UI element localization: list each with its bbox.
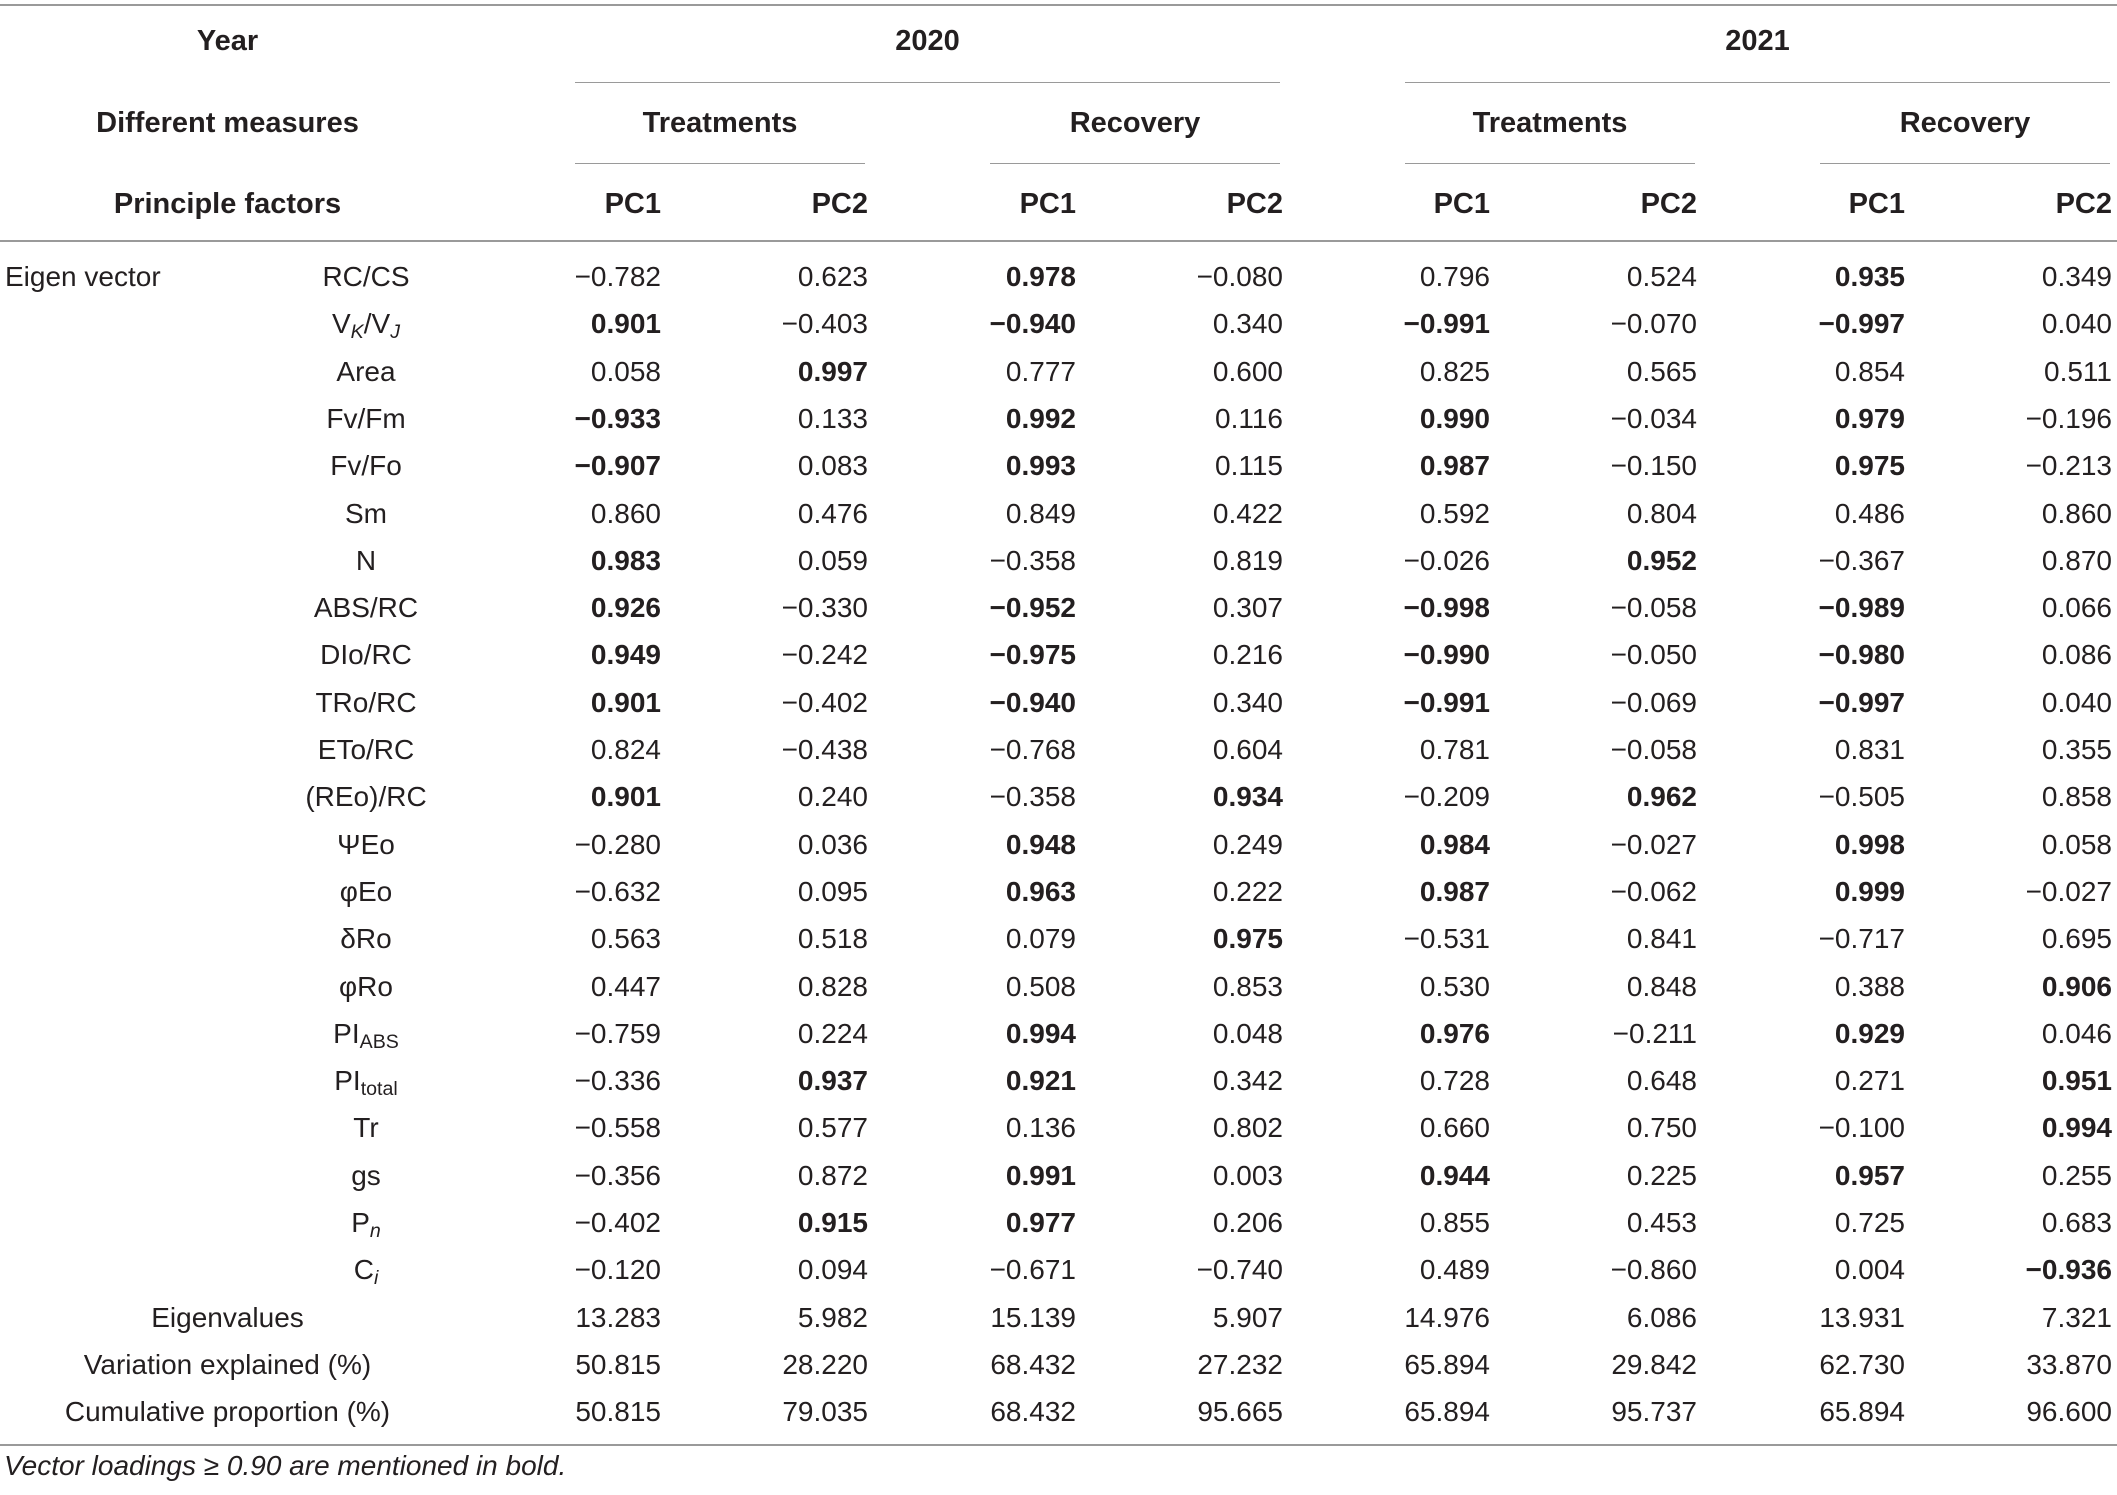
table-cell: −0.558	[574, 1112, 661, 1143]
table-cell: 0.058	[590, 356, 661, 387]
row-label	[256, 442, 476, 489]
row-label	[256, 915, 476, 962]
table-cell: 0.854	[1834, 356, 1905, 387]
table-cell: 0.530	[1419, 971, 1490, 1002]
table-cell: 0.860	[2041, 498, 2112, 529]
table-cell: 0.489	[1419, 1254, 1490, 1285]
table-cell: 0.040	[2041, 687, 2112, 718]
table-cell: 0.660	[1419, 1112, 1490, 1143]
row-label-text: Fv/Fo	[330, 450, 402, 481]
table-cell: 0.728	[1419, 1065, 1490, 1096]
table-cell: −0.402	[781, 687, 868, 718]
table-cell: −0.782	[574, 261, 661, 292]
table-cell: 0.695	[2041, 923, 2112, 954]
table-cell: 0.963	[1005, 876, 1076, 907]
row-label	[256, 821, 476, 868]
table-cell: 0.453	[1626, 1207, 1697, 1238]
table-cell: 0.901	[590, 781, 661, 812]
table-cell: 68.432	[990, 1396, 1076, 1427]
row-label-text: P	[351, 1207, 370, 1238]
table-cell: −0.358	[989, 545, 1076, 576]
table-cell: 0.340	[1212, 687, 1283, 718]
row-label	[256, 963, 476, 1010]
table-cell: 0.750	[1626, 1112, 1697, 1143]
table-cell: 0.998	[1834, 829, 1905, 860]
table-cell: 0.777	[1005, 356, 1076, 387]
rule-2020-span	[575, 82, 1280, 83]
row-label-text: DIo/RC	[320, 639, 412, 670]
table-cell: −0.989	[1818, 592, 1905, 623]
row-label	[256, 1104, 476, 1151]
table-cell: 0.271	[1834, 1065, 1905, 1096]
table-cell: 0.987	[1419, 876, 1490, 907]
row-label-suffix: /V	[363, 308, 391, 339]
table-cell: −0.196	[2025, 403, 2112, 434]
table-cell: 0.977	[1005, 1207, 1076, 1238]
table-cell: 0.983	[590, 545, 661, 576]
row-label-subscript: total	[360, 1077, 398, 1100]
table-cell: 0.870	[2041, 545, 2112, 576]
row-label-text: C	[353, 1254, 374, 1285]
rule-2021-treatments	[1405, 163, 1695, 164]
row-label	[256, 348, 476, 395]
table-cell: 0.997	[797, 356, 868, 387]
table-cell: 0.518	[797, 923, 868, 954]
table-cell: 0.355	[2041, 734, 2112, 765]
table-cell: 0.921	[1005, 1065, 1076, 1096]
table-cell: 0.563	[590, 923, 661, 954]
table-cell: 0.683	[2041, 1207, 2112, 1238]
row-label-text: Sm	[345, 498, 387, 529]
table-cell: −0.991	[1403, 308, 1490, 339]
table-cell: −0.402	[574, 1207, 661, 1238]
row-label-subscript: K	[350, 320, 364, 343]
row-label	[256, 773, 476, 820]
table-cell: −0.280	[574, 829, 661, 860]
table-cell: 0.796	[1419, 261, 1490, 292]
header-pc-8: PC2	[2055, 188, 2112, 220]
table-cell: 0.860	[590, 498, 661, 529]
table-cell: −0.952	[989, 592, 1076, 623]
table-cell: 0.872	[797, 1160, 868, 1191]
table-cell: −0.940	[989, 308, 1076, 339]
table-cell: 29.842	[1611, 1349, 1697, 1380]
summary-row-label: Eigenvalues	[151, 1302, 304, 1333]
table-cell: 0.511	[2044, 356, 2112, 387]
table-cell: 0.079	[1005, 923, 1076, 954]
table-cell: 0.853	[1212, 971, 1283, 1002]
table-cell: −0.026	[1403, 545, 1490, 576]
table-cell: −0.632	[574, 876, 661, 907]
table-cell: 0.083	[797, 450, 868, 481]
table-cell: 0.095	[797, 876, 868, 907]
table-cell: −0.907	[574, 450, 661, 481]
header-group-2020-treatments: Treatments	[642, 107, 798, 139]
table-cell: 0.994	[2041, 1112, 2112, 1143]
table-cell: 0.036	[797, 829, 868, 860]
rule-2021-span	[1405, 82, 2110, 83]
table-cell: −0.080	[1196, 261, 1283, 292]
table-cell: 0.855	[1419, 1207, 1490, 1238]
row-label-text: φRo	[339, 971, 393, 1002]
row-label	[256, 868, 476, 915]
table-cell: 0.046	[2041, 1018, 2112, 1049]
row-label	[256, 300, 476, 347]
table-cell: 6.086	[1626, 1302, 1697, 1333]
table-cell: −0.336	[574, 1065, 661, 1096]
header-pc-1: PC1	[604, 188, 661, 220]
row-label-subscript: i	[373, 1266, 379, 1289]
rule-2020-treatments	[575, 163, 865, 164]
table-cell: 0.849	[1005, 498, 1076, 529]
table-cell: 0.825	[1419, 356, 1490, 387]
table-cell: 0.952	[1626, 545, 1697, 576]
table-cell: 0.136	[1005, 1112, 1076, 1143]
row-label-text: (REo)/RC	[305, 781, 427, 812]
summary-row-label: Cumulative proportion (%)	[64, 1396, 391, 1427]
row-label	[256, 631, 476, 678]
table-cell: −0.940	[989, 687, 1076, 718]
table-cell: 0.901	[590, 687, 661, 718]
table-cell: 0.486	[1834, 498, 1905, 529]
table-cell: 0.422	[1212, 498, 1283, 529]
table-cell: 0.926	[590, 592, 661, 623]
row-label	[256, 1010, 476, 1057]
table-cell: 68.432	[990, 1349, 1076, 1380]
table-cell: −0.050	[1610, 639, 1697, 670]
table-cell: −0.213	[2025, 450, 2112, 481]
table-cell: −0.100	[1818, 1112, 1905, 1143]
table-cell: 0.240	[797, 781, 868, 812]
table-cell: 65.894	[1819, 1396, 1905, 1427]
table-cell: 0.059	[797, 545, 868, 576]
table-cell: 0.978	[1005, 261, 1076, 292]
row-label	[256, 679, 476, 726]
table-cell: −0.505	[1818, 781, 1905, 812]
table-cell: 65.894	[1404, 1396, 1490, 1427]
table-cell: 0.984	[1419, 829, 1490, 860]
table-cell: 0.987	[1419, 450, 1490, 481]
table-cell: 62.730	[1819, 1349, 1905, 1380]
row-label-text: δRo	[340, 923, 392, 954]
header-year-2020: 2020	[895, 25, 960, 57]
table-cell: −0.933	[574, 403, 661, 434]
table-cell: −0.062	[1610, 876, 1697, 907]
table-cell: −0.069	[1610, 687, 1697, 718]
table-cell: −0.991	[1403, 687, 1490, 718]
row-label	[256, 253, 476, 300]
header-factors-label: Principle factors	[113, 188, 342, 220]
table-cell: 0.249	[1212, 829, 1283, 860]
table-cell: 14.976	[1404, 1302, 1490, 1333]
row-label-subscript: J	[390, 320, 401, 343]
table-cell: 0.004	[1834, 1254, 1905, 1285]
table-cell: 0.962	[1626, 781, 1697, 812]
table-cell: 0.906	[2041, 971, 2112, 1002]
table-cell: 0.975	[1212, 923, 1283, 954]
table-cell: 0.802	[1212, 1112, 1283, 1143]
table-cell: −0.998	[1403, 592, 1490, 623]
table-cell: 0.828	[797, 971, 868, 1002]
table-cell: 0.937	[797, 1065, 868, 1096]
row-label-subscript: n	[369, 1219, 381, 1242]
table-cell: 0.003	[1212, 1160, 1283, 1191]
table-cell: 0.993	[1005, 450, 1076, 481]
table-cell: 0.222	[1212, 876, 1283, 907]
table-cell: 0.133	[797, 403, 868, 434]
header-pc-2: PC2	[811, 188, 868, 220]
header-pc-6: PC2	[1640, 188, 1697, 220]
table-cell: 0.990	[1419, 403, 1490, 434]
table-cell: −0.997	[1818, 687, 1905, 718]
table-cell: 0.592	[1419, 498, 1490, 529]
table-cell: −0.531	[1403, 923, 1490, 954]
table-cell: 0.388	[1834, 971, 1905, 1002]
table-cell: 0.623	[797, 261, 868, 292]
row-label	[256, 395, 476, 442]
table-cell: 0.991	[1005, 1160, 1076, 1191]
row-label-subscript: ABS	[359, 1030, 399, 1053]
table-cell: 0.929	[1834, 1018, 1905, 1049]
table-cell: −0.058	[1610, 592, 1697, 623]
table-cell: 0.975	[1834, 450, 1905, 481]
row-label-text: TRo/RC	[315, 687, 417, 718]
table-cell: 0.979	[1834, 403, 1905, 434]
header-group-2021-treatments: Treatments	[1472, 107, 1628, 139]
table-cell: −0.034	[1610, 403, 1697, 434]
table-cell: 0.957	[1834, 1160, 1905, 1191]
row-label	[256, 726, 476, 773]
table-cell: 0.476	[797, 498, 868, 529]
table-cell: 0.949	[590, 639, 661, 670]
table-cell: 0.848	[1626, 971, 1697, 1002]
table-cell: −0.997	[1818, 308, 1905, 339]
table-cell: −0.211	[1612, 1018, 1697, 1049]
row-label	[256, 490, 476, 537]
table-cell: 0.094	[797, 1254, 868, 1285]
row-label-text: PI	[334, 1065, 361, 1096]
table-cell: 0.944	[1419, 1160, 1490, 1191]
table-cell: 0.508	[1005, 971, 1076, 1002]
row-label	[256, 1246, 476, 1293]
table-cell: −0.403	[781, 308, 868, 339]
row-label-text: Tr	[353, 1112, 379, 1143]
table-cell: 27.232	[1197, 1349, 1283, 1380]
header-year-2021: 2021	[1725, 25, 1790, 57]
row-label-text: RC/CS	[322, 261, 410, 292]
row-label-text: ETo/RC	[317, 734, 415, 765]
table-cell: −0.027	[1610, 829, 1697, 860]
header-pc-5: PC1	[1433, 188, 1490, 220]
table-cell: 13.283	[575, 1302, 661, 1333]
table-cell: 0.994	[1005, 1018, 1076, 1049]
table-cell: 0.524	[1626, 261, 1697, 292]
table-cell: 0.992	[1005, 403, 1076, 434]
header-bottom-rule	[0, 240, 2117, 242]
table-cell: 0.901	[590, 308, 661, 339]
table-cell: −0.740	[1196, 1254, 1283, 1285]
row-label	[256, 584, 476, 631]
table-cell: −0.356	[574, 1160, 661, 1191]
table-cell: 0.115	[1215, 450, 1283, 481]
table-cell: 0.935	[1834, 261, 1905, 292]
table-cell: 0.066	[2041, 592, 2112, 623]
table-cell: 0.819	[1212, 545, 1283, 576]
summary-row-label: Variation explained (%)	[83, 1349, 372, 1380]
table-cell: −0.980	[1818, 639, 1905, 670]
table-cell: 95.665	[1197, 1396, 1283, 1427]
table-cell: 0.600	[1212, 356, 1283, 387]
table-cell: 95.737	[1611, 1396, 1697, 1427]
table-cell: 0.841	[1626, 923, 1697, 954]
table-cell: 0.349	[2041, 261, 2112, 292]
table-cell: −0.990	[1403, 639, 1490, 670]
table-cell: 0.781	[1419, 734, 1490, 765]
header-year-label: Year	[196, 25, 259, 57]
bottom-rule	[0, 1444, 2117, 1446]
table-cell: −0.058	[1610, 734, 1697, 765]
table-cell: 0.604	[1212, 734, 1283, 765]
table-cell: 0.577	[797, 1112, 868, 1143]
table-cell: 0.976	[1419, 1018, 1490, 1049]
table-cell: 0.804	[1626, 498, 1697, 529]
table-cell: −0.070	[1610, 308, 1697, 339]
header-group-2020-recovery: Recovery	[1069, 107, 1201, 139]
table-cell: 0.116	[1215, 403, 1283, 434]
table-cell: −0.671	[989, 1254, 1076, 1285]
table-cell: −0.768	[989, 734, 1076, 765]
table-cell: 28.220	[782, 1349, 868, 1380]
table-cell: 0.951	[2041, 1065, 2112, 1096]
header-pc-3: PC1	[1019, 188, 1076, 220]
table-cell: 15.139	[990, 1302, 1076, 1333]
table-cell: 0.999	[1834, 876, 1905, 907]
table-cell: 0.934	[1212, 781, 1283, 812]
table-cell: 0.915	[797, 1207, 868, 1238]
table-cell: −0.209	[1403, 781, 1490, 812]
row-label-text: PI	[333, 1018, 360, 1049]
rule-2021-recovery	[1820, 163, 2110, 164]
row-label-text: gs	[351, 1160, 381, 1191]
table-cell: 7.321	[2041, 1302, 2112, 1333]
table-cell: 0.086	[2041, 639, 2112, 670]
header-measures-label: Different measures	[96, 107, 359, 139]
table-cell: −0.717	[1818, 923, 1905, 954]
table-cell: −0.438	[781, 734, 868, 765]
row-label	[256, 1152, 476, 1199]
table-cell: 0.824	[590, 734, 661, 765]
header-group-2021-recovery: Recovery	[1899, 107, 2031, 139]
table-cell: 0.224	[797, 1018, 868, 1049]
table-cell: 0.340	[1212, 308, 1283, 339]
row-label	[256, 1199, 476, 1246]
row-label	[256, 1057, 476, 1104]
table-cell: 0.206	[1212, 1207, 1283, 1238]
table-cell: −0.759	[574, 1018, 661, 1049]
table-cell: 0.225	[1626, 1160, 1697, 1191]
table-cell: −0.975	[989, 639, 1076, 670]
row-label-text: ΨEo	[337, 829, 395, 860]
row-label-text: N	[355, 545, 377, 576]
table-cell: 0.447	[590, 971, 661, 1002]
row-label-text: Area	[336, 356, 396, 387]
table-cell: 96.600	[2026, 1396, 2112, 1427]
rule-2020-recovery	[990, 163, 1280, 164]
table-footnote: Vector loadings ≥ 0.90 are mentioned in bold.	[4, 1450, 567, 1481]
table-cell: −0.242	[781, 639, 868, 670]
table-cell: 79.035	[782, 1396, 868, 1427]
table-cell: −0.367	[1818, 545, 1905, 576]
table-cell: 13.931	[1819, 1302, 1905, 1333]
header-pc-4: PC2	[1226, 188, 1283, 220]
table-cell: 0.648	[1626, 1065, 1697, 1096]
row-label-text: ABS/RC	[313, 592, 419, 623]
table-cell: 5.907	[1212, 1302, 1283, 1333]
table-cell: 0.307	[1212, 592, 1283, 623]
row-label-text: Fv/Fm	[326, 403, 406, 434]
table-cell: 0.040	[2041, 308, 2112, 339]
table-cell: 0.342	[1212, 1065, 1283, 1096]
row-label	[256, 537, 476, 584]
table-cell: 33.870	[2026, 1349, 2112, 1380]
section-label-eigen-vector: Eigen vector	[5, 261, 161, 292]
table-cell: −0.358	[989, 781, 1076, 812]
table-cell: −0.120	[574, 1254, 661, 1285]
table-cell: −0.330	[781, 592, 868, 623]
table-cell: −0.936	[2025, 1254, 2112, 1285]
table-cell: −0.860	[1610, 1254, 1697, 1285]
top-rule	[0, 4, 2117, 6]
table-cell: 0.858	[2041, 781, 2112, 812]
row-label-text: φEo	[339, 876, 393, 907]
table-cell: 0.058	[2041, 829, 2112, 860]
table-cell: 0.565	[1626, 356, 1697, 387]
table-cell: 0.725	[1834, 1207, 1905, 1238]
table-cell: 50.815	[575, 1396, 661, 1427]
table-cell: 0.831	[1834, 734, 1905, 765]
table-cell: −0.027	[2025, 876, 2112, 907]
table-cell: −0.150	[1610, 450, 1697, 481]
table-cell: 0.216	[1212, 639, 1283, 670]
table-cell: 65.894	[1404, 1349, 1490, 1380]
header-pc-7: PC1	[1848, 188, 1905, 220]
table-cell: 0.255	[2041, 1160, 2112, 1191]
table-cell: 0.048	[1212, 1018, 1283, 1049]
table-cell: 0.948	[1005, 829, 1076, 860]
row-label-text: V	[331, 308, 351, 339]
table-cell: 5.982	[797, 1302, 868, 1333]
table-cell: 50.815	[575, 1349, 661, 1380]
